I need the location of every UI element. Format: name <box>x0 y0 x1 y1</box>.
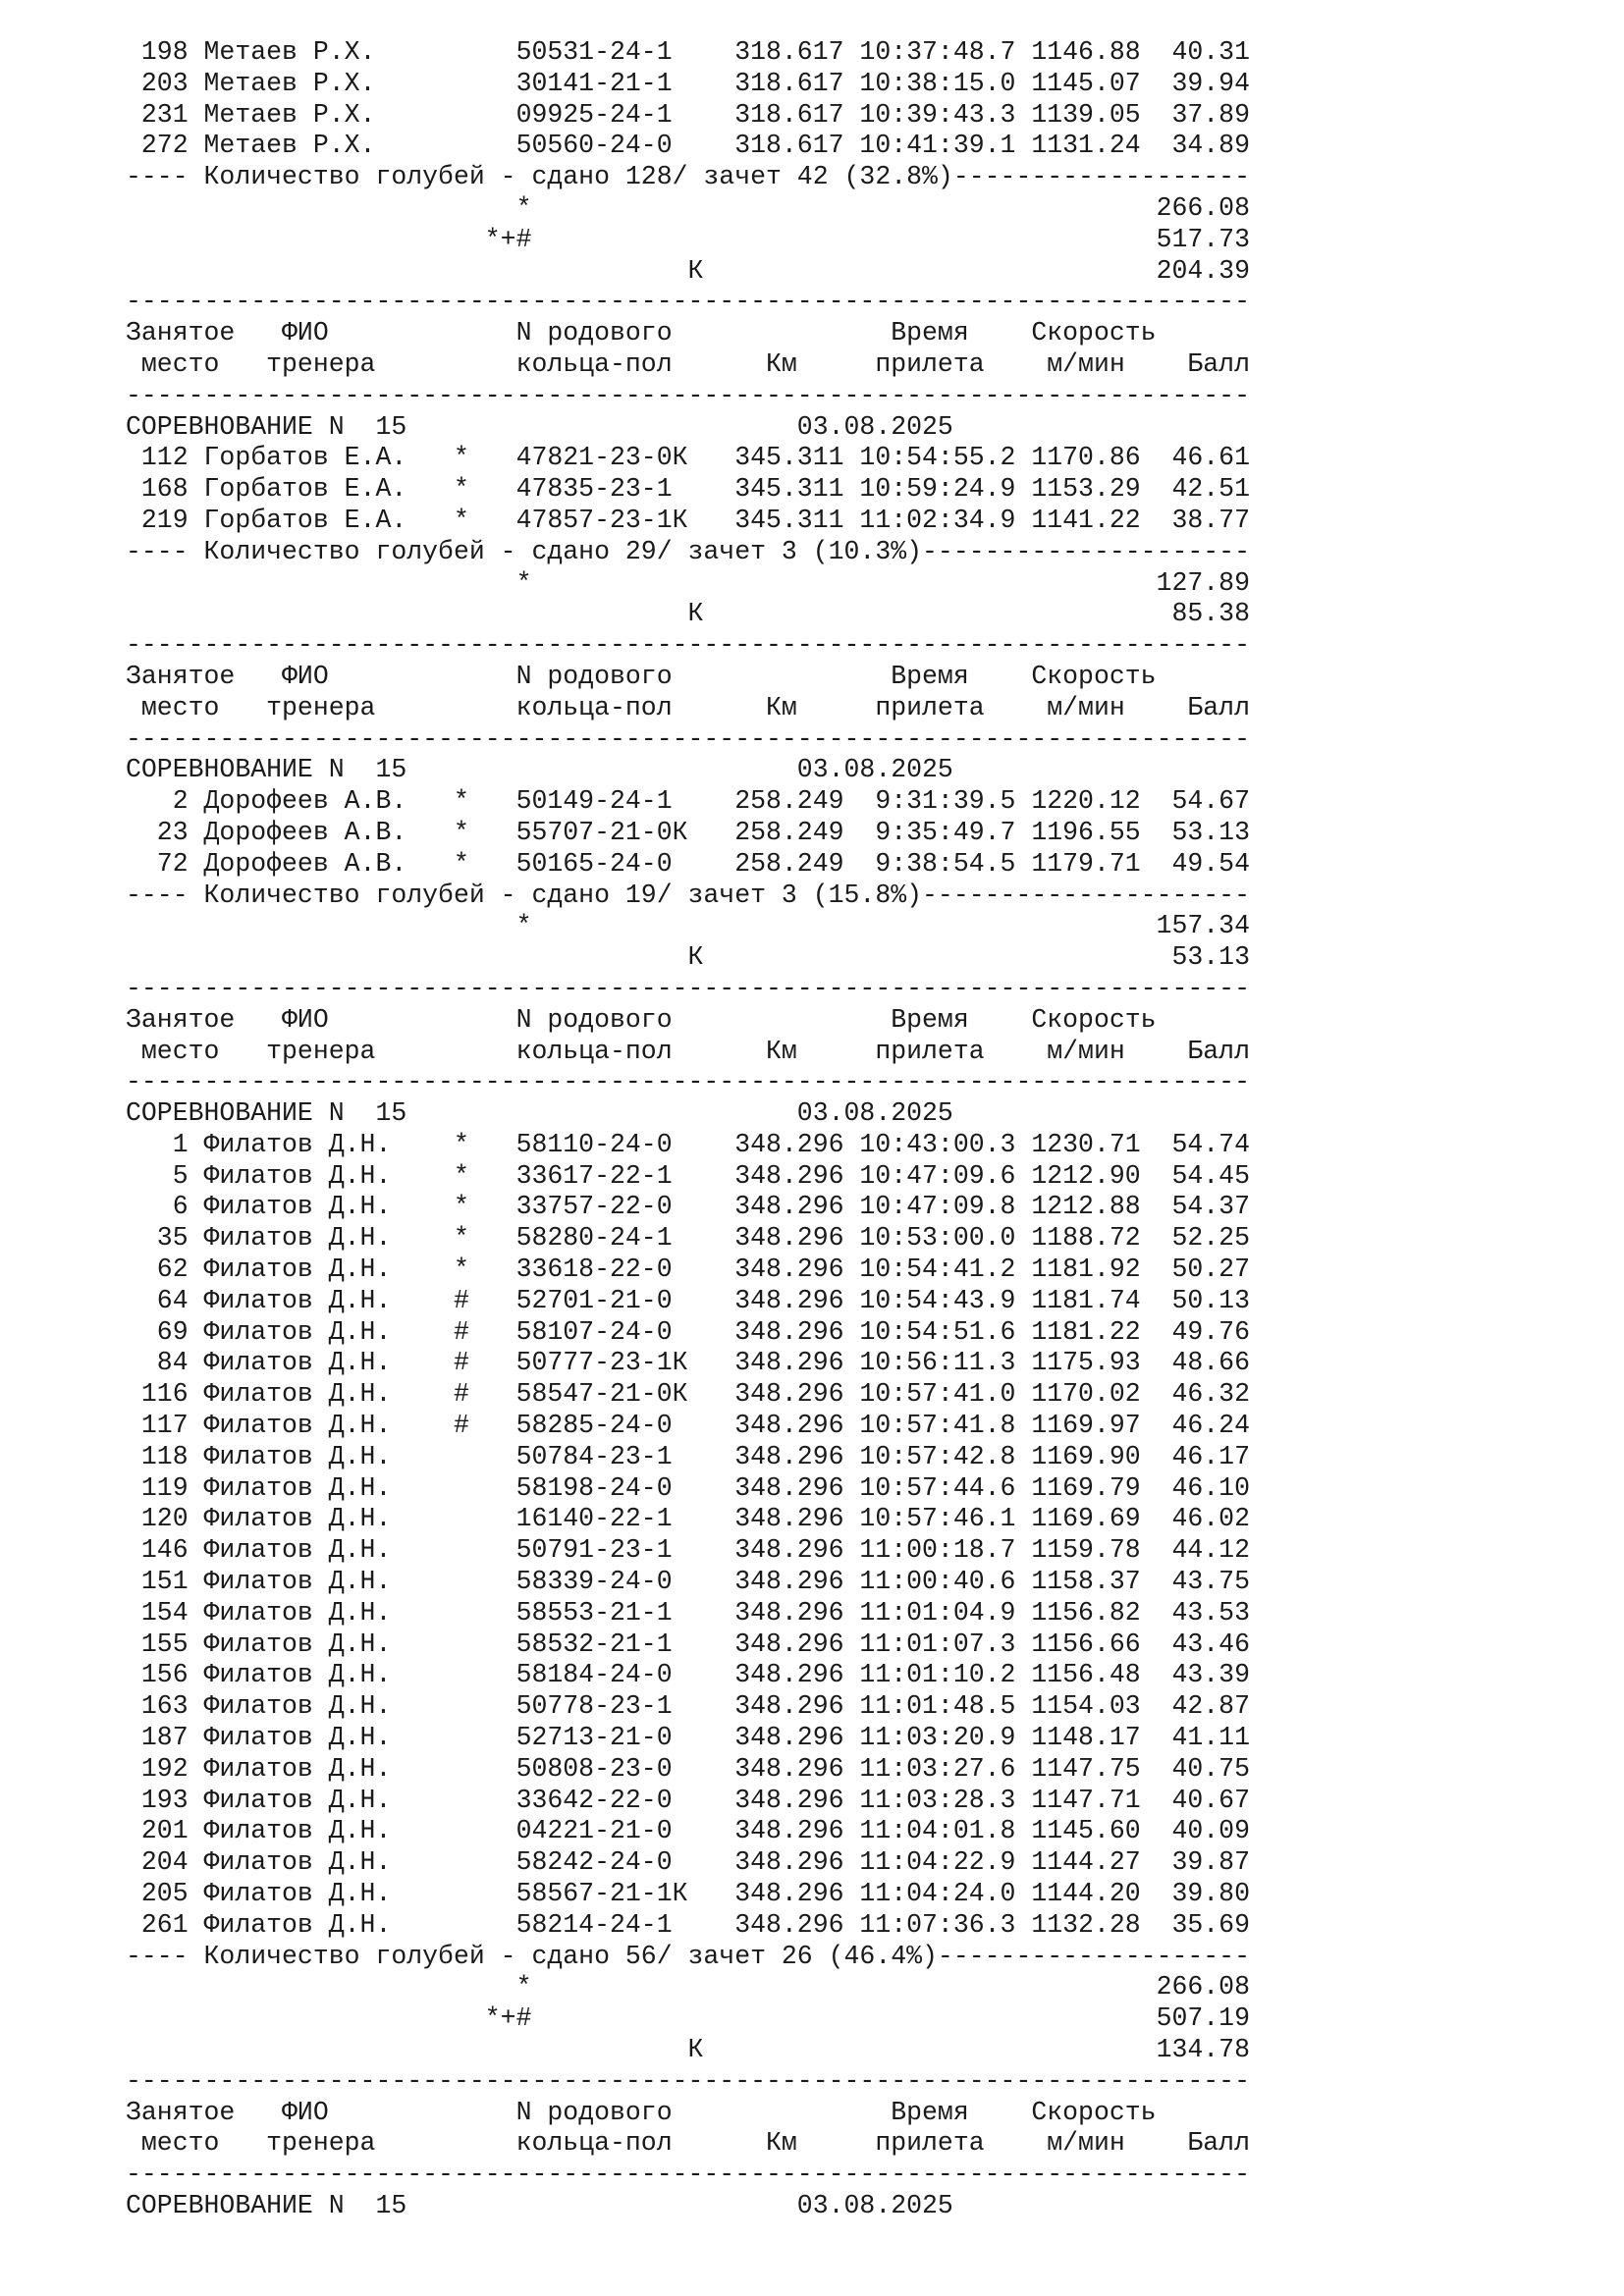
result-row: 5 Филатов Д.Н. * 33617-22-1 348.296 10:47:09.6 1212.90 54.45 <box>126 1160 1250 1191</box>
result-row: 203 Метаев Р.Х. 30141-21-1 318.617 10:38:15.0 1145.07 39.94 <box>126 68 1250 98</box>
column-header-line: Занятое ФИО N родового Время Скорость <box>126 661 1157 691</box>
result-row: 204 Филатов Д.Н. 58242-24-0 348.296 11:04:22.9 1144.27 39.87 <box>126 1847 1250 1878</box>
subtotal-line: * 127.89 <box>126 567 1250 598</box>
competition-header-line: СОРЕВНОВАНИЕ N 15 03.08.2025 <box>126 755 953 785</box>
result-row: 155 Филатов Д.Н. 58532-21-1 348.296 11:01:07.3 1156.66 43.46 <box>126 1629 1250 1659</box>
result-row: 1 Филатов Д.Н. * 58110-24-0 348.296 10:43:00.3 1230.71 54.74 <box>126 1129 1250 1159</box>
result-row: 120 Филатов Д.Н. 16140-22-1 348.296 10:57:46.1 1169.69 46.02 <box>126 1504 1250 1534</box>
result-row: 119 Филатов Д.Н. 58198-24-0 348.296 10:57:44.6 1169.79 46.10 <box>126 1472 1250 1503</box>
summary-line: ---- Количество голубей - сдано 56/ зачет 26 (46.4%)-------------------- <box>126 1941 1250 1971</box>
subtotal-line: *+# 507.19 <box>126 2003 1250 2034</box>
result-row: 118 Филатов Д.Н. 50784-23-1 348.296 10:57:42.8 1169.90 46.17 <box>126 1441 1250 1471</box>
result-row: 201 Филатов Д.Н. 04221-21-0 348.296 11:04:01.8 1145.60 40.09 <box>126 1816 1250 1846</box>
subtotal-line: К 134.78 <box>126 2035 1250 2064</box>
result-row: 198 Метаев Р.Х. 50531-24-1 318.617 10:37:48.7 1146.88 40.31 <box>126 37 1250 67</box>
column-header-line: место тренера кольца-пол Км прилета м/мин Балл <box>126 348 1250 379</box>
subtotal-line: К 204.39 <box>126 255 1250 286</box>
result-row: 261 Филатов Д.Н. 58214-24-1 348.296 11:07:36.3 1132.28 35.69 <box>126 1909 1250 1940</box>
separator-line: ------------------------------------------------------------------------ <box>126 2065 1250 2096</box>
result-row: 117 Филатов Д.Н. # 58285-24-0 348.296 10:57:41.8 1169.97 46.24 <box>126 1411 1250 1441</box>
competition-header-line: СОРЕВНОВАНИЕ N 15 03.08.2025 <box>126 1098 953 1129</box>
results-report-page <box>126 37 1250 2222</box>
result-row: 168 Горбатов Е.А. * 47835-23-1 345.311 10:59:24.9 1153.29 42.51 <box>126 474 1250 505</box>
separator-line: ------------------------------------------------------------------------ <box>126 973 1250 1003</box>
separator-line: ------------------------------------------------------------------------ <box>126 287 1250 317</box>
summary-line: ---- Количество голубей - сдано 29/ зачет 3 (10.3%)--------------------- <box>126 536 1250 566</box>
result-row: 112 Горбатов Е.А. * 47821-23-0К 345.311 10:54:55.2 1170.86 46.61 <box>126 443 1250 473</box>
result-row: 231 Метаев Р.Х. 09925-24-1 318.617 10:39:43.3 1139.05 37.89 <box>126 99 1250 130</box>
result-row: 116 Филатов Д.Н. # 58547-21-0К 348.296 10:57:41.0 1170.02 46.32 <box>126 1379 1250 1410</box>
result-row: 23 Дорофеев А.В. * 55707-21-0К 258.249 9:35:49.7 1196.55 53.13 <box>126 817 1250 847</box>
separator-line: ------------------------------------------------------------------------ <box>126 2160 1250 2190</box>
column-header-line: Занятое ФИО N родового Время Скорость <box>126 318 1157 348</box>
result-row: 84 Филатов Д.Н. # 50777-23-1К 348.296 10:56:11.3 1175.93 48.66 <box>126 1348 1250 1378</box>
column-header-line: место тренера кольца-пол Км прилета м/мин Балл <box>126 2128 1250 2159</box>
result-row: 64 Филатов Д.Н. # 52701-21-0 348.296 10:54:43.9 1181.74 50.13 <box>126 1285 1250 1315</box>
result-row: 2 Дорофеев А.В. * 50149-24-1 258.249 9:31:39.5 1220.12 54.67 <box>126 786 1250 817</box>
result-row: 219 Горбатов Е.А. * 47857-23-1К 345.311 11:02:34.9 1141.22 38.77 <box>126 505 1250 535</box>
subtotal-line: * 266.08 <box>126 1972 1250 2002</box>
column-header-line: Занятое ФИО N родового Время Скорость <box>126 2097 1157 2127</box>
summary-line: ---- Количество голубей - сдано 19/ зачет 3 (15.8%)--------------------- <box>126 880 1250 910</box>
separator-line: ------------------------------------------------------------------------ <box>126 630 1250 661</box>
result-row: 272 Метаев Р.Х. 50560-24-0 318.617 10:41:39.1 1131.24 34.89 <box>126 131 1250 161</box>
result-row: 193 Филатов Д.Н. 33642-22-0 348.296 11:03:28.3 1147.71 40.67 <box>126 1785 1250 1815</box>
summary-line: ---- Количество голубей - сдано 128/ зачет 42 (32.8%)------------------- <box>126 162 1250 192</box>
result-row: 69 Филатов Д.Н. # 58107-24-0 348.296 10:54:51.6 1181.22 49.76 <box>126 1316 1250 1347</box>
column-header-line: место тренера кольца-пол Км прилета м/мин Балл <box>126 692 1250 722</box>
competition-header-line: СОРЕВНОВАНИЕ N 15 03.08.2025 <box>126 411 953 442</box>
result-row: 35 Филатов Д.Н. * 58280-24-1 348.296 10:53:00.0 1188.72 52.25 <box>126 1223 1250 1254</box>
subtotal-line: * 266.08 <box>126 192 1250 223</box>
result-row: 154 Филатов Д.Н. 58553-21-1 348.296 11:01:04.9 1156.82 43.53 <box>126 1597 1250 1628</box>
result-row: 163 Филатов Д.Н. 50778-23-1 348.296 11:01:48.5 1154.03 42.87 <box>126 1691 1250 1722</box>
subtotal-line: * 157.34 <box>126 911 1250 941</box>
result-row: 192 Филатов Д.Н. 50808-23-0 348.296 11:03:27.6 1147.75 40.75 <box>126 1753 1250 1784</box>
result-row: 205 Филатов Д.Н. 58567-21-1К 348.296 11:04:24.0 1144.20 39.80 <box>126 1879 1250 1909</box>
subtotal-line: К 53.13 <box>126 942 1250 973</box>
result-row: 151 Филатов Д.Н. 58339-24-0 348.296 11:00:40.6 1158.37 43.75 <box>126 1567 1250 1597</box>
subtotal-line: К 85.38 <box>126 599 1250 629</box>
result-row: 72 Дорофеев А.В. * 50165-24-0 258.249 9:38:54.5 1179.71 49.54 <box>126 848 1250 879</box>
separator-line: ------------------------------------------------------------------------ <box>126 723 1250 754</box>
result-row: 156 Филатов Д.Н. 58184-24-0 348.296 11:01:10.2 1156.48 43.39 <box>126 1660 1250 1690</box>
result-row: 187 Филатов Д.Н. 52713-21-0 348.296 11:03:20.9 1148.17 41.11 <box>126 1723 1250 1753</box>
separator-line: ------------------------------------------------------------------------ <box>126 1067 1250 1097</box>
separator-line: ------------------------------------------------------------------------ <box>126 380 1250 410</box>
result-row: 62 Филатов Д.Н. * 33618-22-0 348.296 10:54:41.2 1181.92 50.27 <box>126 1255 1250 1285</box>
result-row: 6 Филатов Д.Н. * 33757-22-0 348.296 10:47:09.8 1212.88 54.37 <box>126 1192 1250 1222</box>
result-row: 146 Филатов Д.Н. 50791-23-1 348.296 11:00:18.7 1159.78 44.12 <box>126 1535 1250 1566</box>
subtotal-line: *+# 517.73 <box>126 224 1250 254</box>
competition-header-line: СОРЕВНОВАНИЕ N 15 03.08.2025 <box>126 2190 953 2220</box>
column-header-line: Занятое ФИО N родового Время Скорость <box>126 1004 1157 1035</box>
column-header-line: место тренера кольца-пол Км прилета м/мин Балл <box>126 1036 1250 1066</box>
